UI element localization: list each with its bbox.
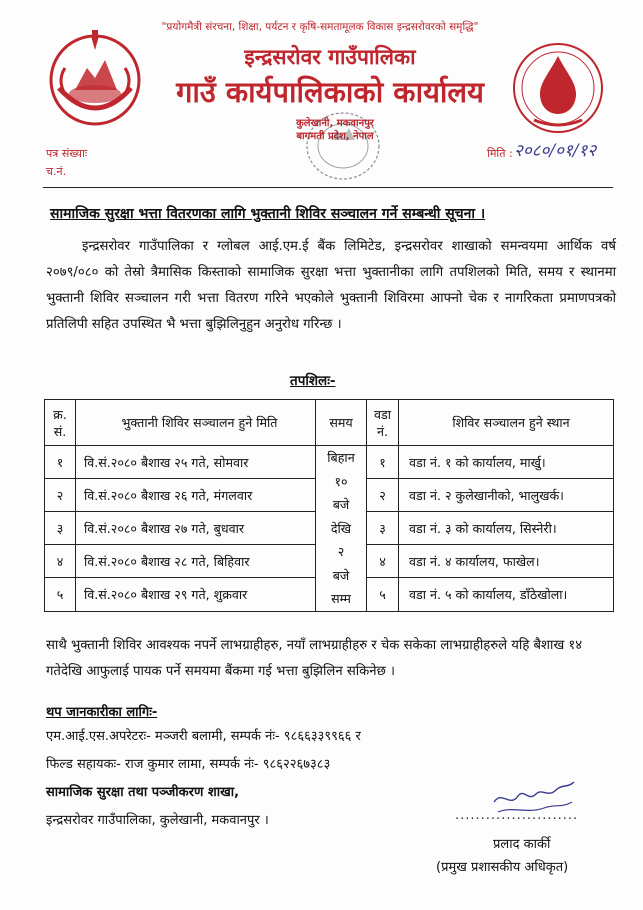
header-time: समय <box>316 400 367 446</box>
details-heading: तपशिलः- <box>290 373 336 389</box>
cell-ward: ४ <box>367 545 399 578</box>
section-name: सामाजिक सुरक्षा तथा पञ्जीकरण शाखा, <box>46 785 240 800</box>
address-line-2: बागमती प्रदेश, नेपाल <box>296 131 374 142</box>
footer-paragraph: साथै भुक्तानी शिविर आवश्यक नपर्ने लाभग्राहीहरु, नयाँ लाभग्राहीहरु र चेक सकेका लाभग्राहीहरुले यहि बैशाख १४ गतेदेखि आफुलाई पायक पर्ने समयमा बैंकमा गई भत्ता बुझिलिन सकिनेछ । <box>46 638 583 679</box>
time-line: बजे <box>332 567 350 583</box>
time-line: बजे <box>332 497 350 512</box>
notice-subject: सामाजिक सुरक्षा भत्ता वितरणका लागि भुक्तानी शिविर सञ्चालन गर्ने सम्बन्धी सूचना । <box>50 206 486 222</box>
cell-ward: २ <box>367 479 399 512</box>
header-divider <box>43 187 613 188</box>
date-label: मिति : <box>487 147 513 160</box>
slogan: "प्रयोगमैत्री संरचना, शिक्षा, पर्यटन र कृषि-समतामूलक विकास इन्द्रसरोवरको समृद्धि" <box>161 21 479 33</box>
time-line: २ <box>337 544 345 559</box>
header-ward: वडा नं. <box>367 400 399 446</box>
signature-line: ........................ <box>455 808 579 823</box>
address-line-1: कुलेखानी, मकवानपुर <box>296 118 374 129</box>
time-line: १० <box>334 473 348 489</box>
cell-date: वि.सं.२०८० बैशाख २७ गते, बुधवार <box>76 512 316 545</box>
signer-designation: (प्रमुख प्रशासकीय अधिकृत) <box>436 860 569 875</box>
cell-location: वडा नं. ५ को कार्यालय, डाँठेखोला। <box>399 578 614 611</box>
office-stamp-icon <box>275 108 385 183</box>
table-row <box>45 446 614 479</box>
cell-date: वि.सं.२०८० बैशाख २८ गते, बिहिवार <box>76 545 316 578</box>
office-address: इन्द्रसरोवर गाउँपालिका, कुलेखानी, मकवानपुर । <box>46 813 269 828</box>
time-line: सम्म <box>331 591 351 606</box>
date-value: २०८०/०१/१२ <box>514 141 597 161</box>
cell-ward: १ <box>367 446 399 479</box>
cell-ward: ३ <box>367 512 399 545</box>
cell-serial: ३ <box>45 512 76 545</box>
cell-time <box>316 446 367 612</box>
municipality-logo-icon <box>510 40 606 136</box>
cell-location: वडा नं. १ को कार्यालय, मार्खु। <box>399 446 614 479</box>
nepal-emblem-icon <box>45 28 145 128</box>
body-paragraph: इन्द्रसरोवर गाउँपालिका र ग्लोबल आई.एम.ई बैंक लिमिटेड, इन्द्रसरोवर शाखाको समन्वयमा आर्थिक वर्ष २०७९/०८० को तेस्रो त्रैमासिक किस्ताको सामाजिक सुरक्षा भत्ता भुक्तानीका लागि तपशिलको मिति, समय र स्थानमा भुक्तानी शिविर सञ्चालन गरी भत्ता वितरण गरिने भएकोले भुक्तानी शिविरमा आफ्नो चेक र नागरिकता प्रमाणपत्रको प्रतिलिपी सहित उपस्थित भै भत्ता बुझिलिनुहुन अनुरोध गरिन्छ । <box>46 239 616 332</box>
cell-serial: ५ <box>45 578 76 611</box>
contact-line: फिल्ड सहायकः- राज कुमार लामा, सम्पर्क नंः- ९८६२२६७३८३ <box>46 757 331 772</box>
cell-ward: ५ <box>367 578 399 611</box>
cell-date: वि.सं.२०८० बैशाख २६ गते, मंगलवार <box>76 479 316 512</box>
contact-line: एम.आई.एस.अपरेटरः- मञ्जरी बलामी, सम्पर्क नंः- ९८६६३३९९६६ र <box>46 729 361 744</box>
cell-location: वडा नं. ४ कार्यालय, फाखेल। <box>399 545 614 578</box>
cell-date: वि.सं.२०८० बैशाख २५ गते, सोमवार <box>76 446 316 479</box>
cell-serial: १ <box>45 446 76 479</box>
time-line: बिहान <box>327 450 355 465</box>
header-date: भुक्तानी शिविर सञ्चालन हुने मिति <box>76 400 316 446</box>
signer-name: प्रलाद कार्की <box>493 837 551 852</box>
cell-date: वि.सं.२०८० बैशाख २९ गते, शुक्रवार <box>76 578 316 611</box>
cell-serial: ४ <box>45 545 76 578</box>
cell-location: वडा नं. ३ को कार्यालय, सिस्नेरी। <box>399 512 614 545</box>
cell-location: वडा नं. २ कुलेखानीको, भालुखर्क। <box>399 479 614 512</box>
table-header-row <box>45 400 614 446</box>
reference-number-label: पत्र संख्याः <box>46 147 88 160</box>
header-serial: क्र. सं. <box>45 400 76 446</box>
dispatch-number-label: च.नं. <box>46 165 67 178</box>
schedule-table <box>44 399 614 612</box>
header-location: शिविर सञ्चालन हुने स्थान <box>399 400 614 446</box>
time-line: देखि <box>330 520 352 536</box>
cell-serial: २ <box>45 479 76 512</box>
municipality-name: इन्द्रसरोवर गाउँपालिका <box>244 45 416 69</box>
office-name: गाउँ कार्यपालिकाको कार्यालय <box>176 75 484 109</box>
more-info-heading: थप जानकारीका लागिः- <box>46 705 158 720</box>
